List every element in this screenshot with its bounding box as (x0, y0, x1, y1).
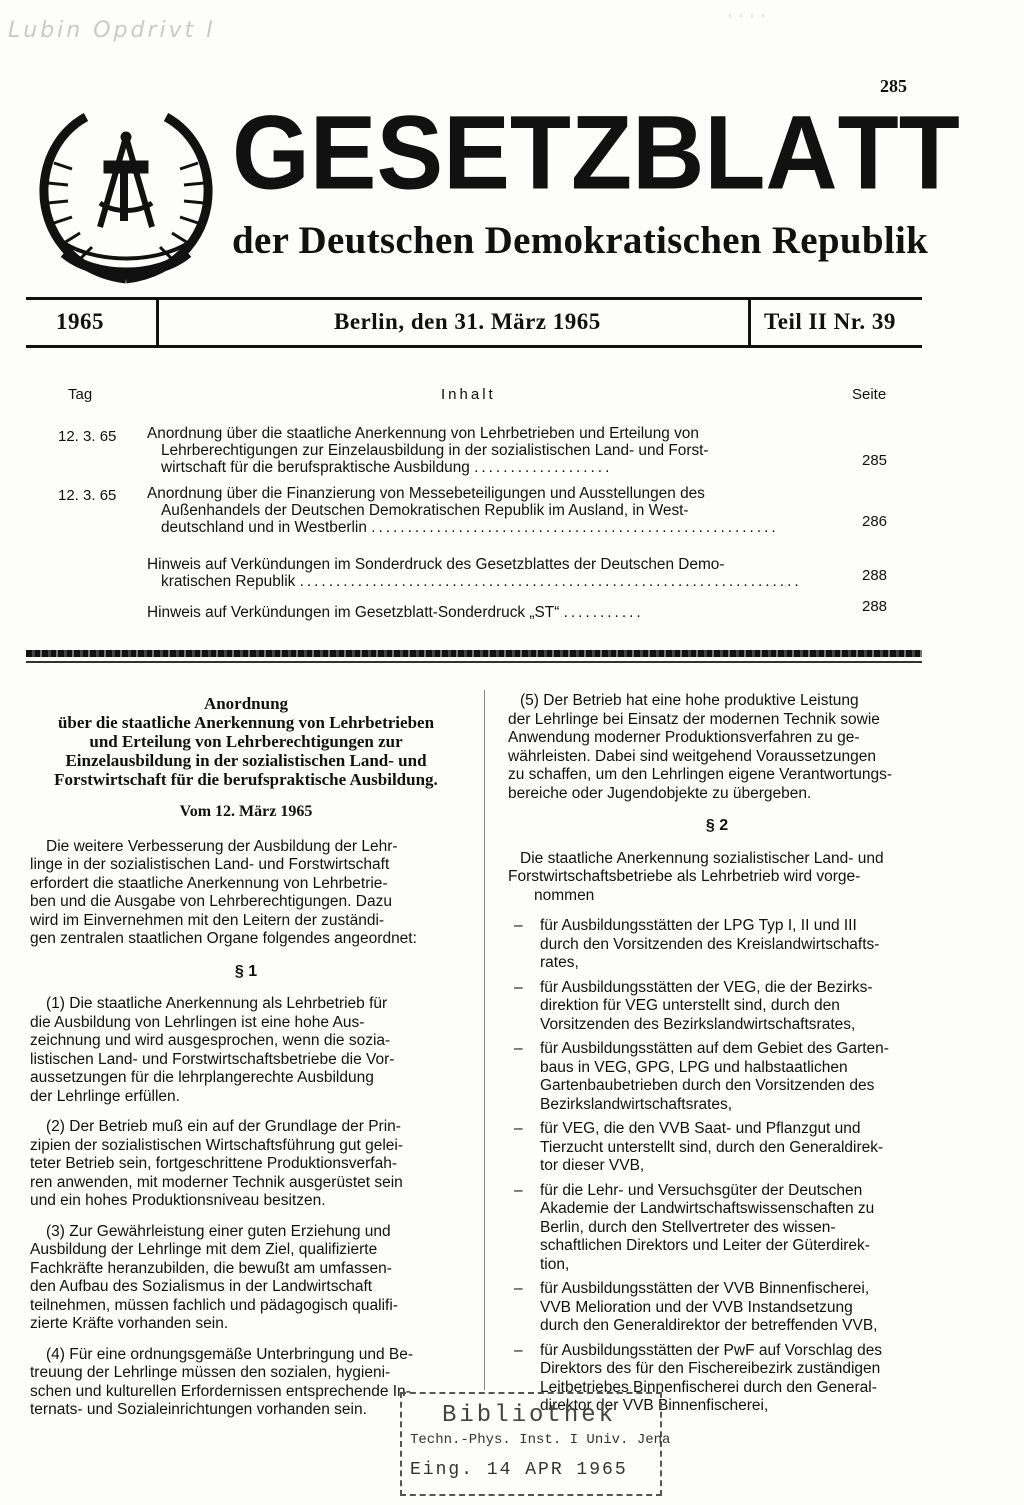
paragraph (30, 1223, 462, 1334)
header-rule-top (26, 297, 922, 300)
masthead-letter: T (837, 93, 899, 212)
page-number: 285 (880, 76, 907, 96)
text-line: (5) Der Betrieb hat eine hohe produktive Leistung (520, 692, 859, 709)
text-line: Fachkräfte heranzubilden, die bewußt am umfassen- (30, 1259, 392, 1277)
masthead-letter: L (704, 93, 766, 212)
toc-entry-line-text: deutschland und in Westberlin (161, 519, 367, 536)
text-line: direktion für VEG unterstellt sind, durch den (540, 997, 840, 1014)
list-dash: – (514, 1181, 523, 1199)
list-item-text (540, 917, 926, 973)
toc-entry-page: 288 (862, 598, 888, 615)
text-line: listischen Land- und Forstwirtschaftsbetriebe die Vor- (30, 1050, 395, 1068)
text-line: für die Lehr- und Versuchsgüter der Deutschen (540, 1181, 863, 1199)
stamp-line: Bibliothek (442, 1402, 617, 1429)
list-dash: – (514, 1341, 523, 1359)
header-divider (156, 300, 159, 345)
masthead-letter: G (232, 93, 310, 212)
text-line: zeichnung und wird ausgesprochen, wenn die sozia- (30, 1032, 391, 1049)
toc-entry-line: Außenhandels der Deutschen Demokratischen Republik im Ausland, in West- (161, 502, 689, 519)
text-line: Direktors des für den Fischereibezirk zuständigen (540, 1360, 881, 1377)
toc-heading: Inhalt (441, 386, 496, 403)
toc-entry-page: 285 (862, 452, 888, 469)
handwritten-note: Lubin Opdrivt I (8, 18, 216, 43)
text-line: VVB Melioration und der VVB Instandsetzung (540, 1298, 853, 1316)
text-line: wird im Einvernehmen mit den Leitern der zuständi- (30, 911, 385, 929)
handwritten-note-secondary: ' ' ' ' (728, 12, 767, 26)
toc-entry-line: Anordnung über die Finanzierung von Messebeteiligungen und Ausstellungen des (147, 485, 705, 502)
masthead-letter: E (443, 93, 510, 212)
text-line: für Ausbildungsstätten der VEG, die der Bezirks- (540, 978, 873, 996)
ordinance-title-line: über die staatliche Anerkennung von Lehrbetrieben (57, 713, 435, 732)
toc-entry-line: deutschland und in Westberlin ........................................................ (161, 519, 779, 536)
header-divider (748, 300, 751, 345)
text-line: währleisten. Dabei sind weitgehend Voraussetzungen (508, 747, 876, 765)
text-line: nommen (534, 886, 595, 904)
list-item (508, 1120, 926, 1176)
text-line: der Lehrlinge bei Einsatz der modernen Technik sowie (508, 710, 880, 728)
paragraph (30, 995, 462, 1106)
header-rule-bottom (26, 345, 922, 348)
text-line: der Lehrlinge erfüllen. (30, 1087, 180, 1105)
text-line: ren anwenden, mit moderner Technik ausgerüstet sein (30, 1173, 403, 1191)
list-item-text (540, 1280, 926, 1336)
list-dash: – (514, 917, 523, 934)
masthead-letter: T (898, 93, 960, 212)
stamp-line: Eing. 14 APR 1965 (410, 1460, 628, 1480)
issue-part-number: Teil II Nr. 39 (764, 309, 896, 334)
text-line: baus in VEG, GPG, LPG und halbstaatlichen (540, 1058, 848, 1076)
list-dash: – (514, 978, 523, 996)
list-item (508, 979, 926, 1035)
text-line: rates, (540, 954, 579, 971)
text-line: teilnehmen, müssen fachlich und pädagogisch qualifi- (30, 1296, 398, 1314)
text-line: Tierzucht unterstellt sind, durch den Generaldirek- (540, 1138, 884, 1156)
section-heading: § 2 (705, 817, 729, 834)
paragraph (30, 1346, 462, 1420)
text-line: schen und kulturellen Erfordernissen entsprechende In- (30, 1382, 411, 1400)
toc-entry-line: Anordnung über die staatliche Anerkennung von Lehrbetrieben und Erteilung von (147, 425, 699, 442)
section-separator-line (26, 661, 922, 663)
toc-col-day: Tag (68, 386, 93, 403)
list-item (508, 1040, 926, 1114)
toc-entry (147, 425, 811, 476)
masthead-letter: E (309, 93, 377, 212)
preamble (30, 838, 462, 949)
paragraph (30, 1118, 462, 1211)
text-line: Gartenbaubetrieben durch den Vorsitzenden des (540, 1077, 875, 1094)
text-line: für VEG, die den VVB Saat- und Pflanzgut und (540, 1120, 861, 1137)
ordinance-title (30, 694, 462, 789)
text-line: schaftlichen Direktors und Leiter der Güterdirek- (540, 1237, 870, 1254)
text-line: zipien der sozialistischen Wirtschaftsführung gut gelei- (30, 1136, 404, 1154)
text-line: tor dieser VVB, (540, 1157, 645, 1174)
column-divider (484, 690, 485, 1390)
toc-entry-date: 12. 3. 65 (58, 428, 117, 445)
masthead-subtitle: der Deutschen Demokratischen Republik (232, 219, 929, 262)
list-item-text (540, 1182, 926, 1275)
text-line: zierte Kräfte vorhanden sein. (30, 1315, 229, 1332)
section-intro (508, 850, 926, 906)
list-item (508, 1280, 926, 1336)
toc-entry-page: 288 (862, 567, 888, 584)
toc-entry-line: Lehrberechtigungen zur Einzelausbildung in der sozialistischen Land- und Forst- (161, 442, 709, 459)
text-line: Bezirkslandwirtschaftsrates, (540, 1095, 733, 1113)
text-line: und ein hohes Produktionsniveau besitzen. (30, 1192, 326, 1209)
text-line: Berlin, durch den Stellvertreter des wissen- (540, 1218, 836, 1236)
masthead-letter: A (765, 93, 838, 212)
text-line: gen zentralen staatlichen Organe folgendes angeordnet: (30, 930, 417, 947)
masthead-letter: B (632, 93, 705, 212)
ordinance-title-line: Anordnung (203, 694, 289, 713)
toc-entry-page: 286 (862, 513, 888, 530)
text-line: Die weitere Verbesserung der Ausbildung der Lehr- (46, 837, 398, 855)
text-line: (4) Für eine ordnungsgemäße Unterbringung und Be- (46, 1345, 414, 1363)
text-line: Ausbildung der Lehrlinge mit dem Ziel, qualifizierte (30, 1241, 378, 1258)
text-line: die Ausbildung von Lehrlingen ist eine hohe Aus- (30, 1013, 365, 1031)
list-item (508, 917, 926, 973)
text-line: tion, (540, 1255, 570, 1273)
text-line: linge in der sozialistischen Land- und Forstwirtschaft (30, 856, 390, 873)
list-item-text (540, 1120, 926, 1176)
list-item (508, 1182, 926, 1275)
toc-entry-line: Hinweis auf Verkündungen im Gesetzblatt-Sonderdruck „ST“ ........... (147, 604, 644, 621)
list-dash: – (514, 1040, 523, 1057)
text-line: den Aufbau des Sozialismus in der Landwirtschaft (30, 1278, 373, 1295)
text-line: Die staatliche Anerkennung sozialistischer Land- und (520, 849, 884, 867)
left-column (30, 694, 462, 1432)
text-line: für Ausbildungsstätten der LPG Typ I, II und III (540, 917, 857, 934)
toc-col-page: Seite (852, 386, 887, 403)
toc-entry-line: wirtschaft für die berufspraktische Ausbildung ................... (161, 459, 613, 476)
text-line: Forstwirtschaftsbetriebe als Lehrbetrieb wird vorge- (508, 868, 861, 885)
toc-entry-line-text: Hinweis auf Verkündungen im Gesetzblatt-Sonderdruck „ST“ (147, 604, 560, 621)
ordinance-date: Vom 12. März 1965 (179, 803, 313, 820)
toc-entry-date: 12. 3. 65 (58, 487, 117, 504)
list-item-text (540, 1040, 926, 1114)
masthead-title (232, 93, 960, 212)
stamp-line: Techn.-Phys. Inst. I Univ. Jena (410, 1432, 671, 1448)
toc-entry (147, 604, 811, 621)
text-line: ben und die Ausgabe von Lehrberechtigungen. Dazu (30, 893, 392, 910)
ordinance-title-line: Einzelausbildung in der sozialistischen Land- und (65, 751, 427, 770)
issue-year: 1965 (56, 309, 104, 334)
text-line: Akademie der Landwirtschaftswissenschaften zu (540, 1200, 875, 1217)
text-line: (3) Zur Gewährleistung einer guten Erziehung und (46, 1222, 391, 1240)
issue-place-date: Berlin, den 31. März 1965 (334, 309, 601, 334)
toc-entry (147, 485, 811, 536)
library-stamp (400, 1392, 671, 1496)
section-heading: § 1 (234, 962, 258, 980)
masthead-letter: S (376, 93, 444, 212)
list-dash: – (514, 1280, 523, 1297)
toc-entry-line-text: wirtschaft für die berufspraktische Ausbildung (161, 459, 470, 476)
toc-entry (147, 556, 811, 590)
toc-entry-line: Hinweis auf Verkündungen im Sonderdruck des Gesetzblattes der Deutschen Demo- (147, 556, 725, 573)
masthead-letter: Z (571, 93, 633, 212)
toc-entry-line-text: kratischen Republik (161, 573, 296, 590)
text-line: direktor der VVB Binnenfischerei, (540, 1397, 769, 1414)
paragraph (508, 692, 926, 803)
text-line: für Ausbildungsstätten auf dem Gebiet des Garten- (540, 1040, 889, 1057)
text-line: (2) Der Betrieb muß ein auf der Grundlage der Prin- (46, 1118, 401, 1135)
ordinance-title-line: Forstwirtschaft für die berufspraktische Ausbildung. (54, 770, 438, 789)
text-line: ternats- und Sozialeinrichtungen vorhanden sein. (30, 1401, 367, 1418)
text-line: Vorsitzenden des Bezirkslandwirtschaftsrates, (540, 1015, 856, 1033)
text-line: bereiche oder Jugendobjekte zu übergeben. (508, 784, 812, 802)
text-line: teter Betrieb sein, fortgeschrittene Produktionsverfah- (30, 1155, 398, 1172)
text-line: durch den Vorsitzenden des Kreislandwirtschafts- (540, 935, 880, 953)
list-dash: – (514, 1120, 523, 1137)
state-emblem-icon (34, 103, 218, 287)
text-line: Leitbetriebes Binnenfischerei durch den General- (540, 1378, 877, 1396)
masthead-letter: T (509, 93, 571, 212)
right-column (508, 692, 926, 1422)
text-line: aussetzungen für die lehrplangerechte Ausbildung (30, 1069, 374, 1086)
text-line: für Ausbildungsstätten der VVB Binnenfischerei, (540, 1280, 870, 1297)
text-line: erfordert die staatliche Anerkennung von Lehrbetrie- (30, 874, 388, 892)
text-line: Anwendung moderner Produktionsverfahren zu ge- (508, 729, 860, 746)
text-line: treuung der Lehrlinge müssen den sozialen, hygieni- (30, 1364, 391, 1381)
ordinance-title-line: und Erteilung von Lehrberechtigungen zur (89, 732, 403, 751)
toc-entry-line: kratischen Republik ..................................................................... (161, 573, 802, 590)
text-line: zu schaffen, um den Lehrlingen eigene Verantwortungs- (508, 766, 893, 783)
text-line: (1) Die staatliche Anerkennung als Lehrbetrieb für (46, 995, 388, 1012)
text-line: für Ausbildungsstätten der PwF auf Vorschlag des (540, 1341, 883, 1359)
section-separator (26, 650, 922, 657)
text-line: durch den Generaldirektor der betreffenden VVB, (540, 1317, 878, 1334)
list-item-text (540, 979, 926, 1035)
